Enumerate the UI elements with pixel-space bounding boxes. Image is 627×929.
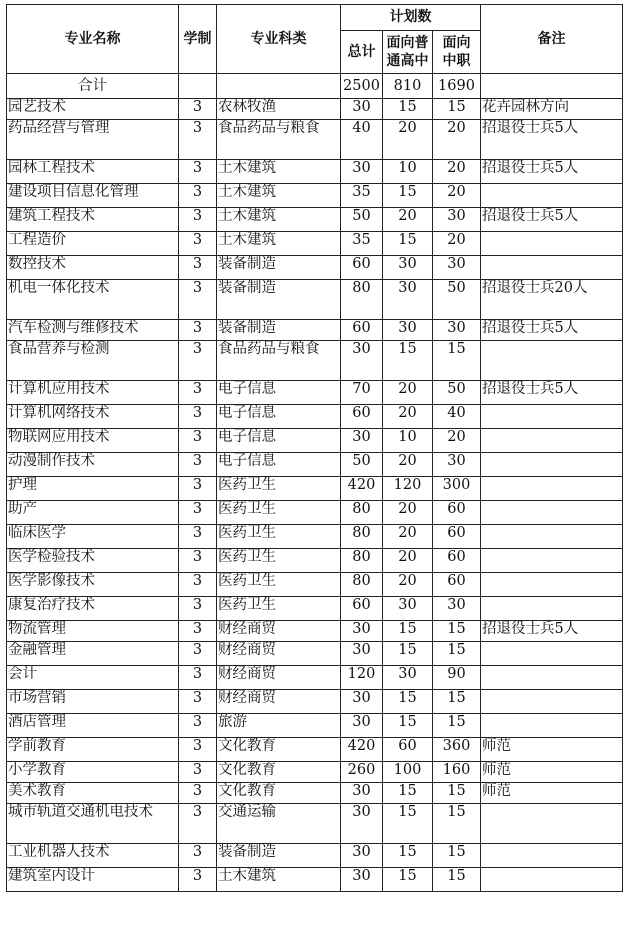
vocational-cell: 15: [433, 99, 481, 120]
enrollment-plan-table: [6, 4, 623, 892]
major-cell: 医学检验技术: [7, 549, 179, 573]
total-cell: 80: [341, 549, 383, 573]
total-cell: 50: [341, 453, 383, 477]
total-cell: 80: [341, 525, 383, 549]
remark-cell: [481, 804, 623, 844]
vocational-cell: 60: [433, 573, 481, 597]
general-cell: 100: [383, 762, 433, 783]
remark-cell: 招退役士兵5人: [481, 160, 623, 184]
table-row: [7, 453, 623, 477]
years-cell: 3: [179, 280, 217, 320]
table-row: [7, 208, 623, 232]
table-row: [7, 621, 623, 642]
total-cell: 35: [341, 184, 383, 208]
vocational-cell: 20: [433, 160, 481, 184]
major-cell: 美术教育: [7, 783, 179, 804]
remark-cell: [481, 844, 623, 868]
general-cell: 15: [383, 868, 433, 892]
table-row: [7, 429, 623, 453]
vocational-cell: 15: [433, 783, 481, 804]
years-cell: 3: [179, 549, 217, 573]
vocational-cell: 15: [433, 621, 481, 642]
major-cell: 动漫制作技术: [7, 453, 179, 477]
table-row: [7, 714, 623, 738]
years-cell: 3: [179, 256, 217, 280]
remark-cell: [481, 477, 623, 501]
vocational-cell: 360: [433, 738, 481, 762]
general-cell: 60: [383, 738, 433, 762]
table-row: [7, 690, 623, 714]
major-cell: 工业机器人技术: [7, 844, 179, 868]
general-cell: 10: [383, 429, 433, 453]
major-cell: 药品经营与管理: [7, 120, 179, 160]
years-cell: 3: [179, 381, 217, 405]
total-cell: 420: [341, 477, 383, 501]
remark-cell: [481, 868, 623, 892]
vocational-cell: 300: [433, 477, 481, 501]
total-cell: 30: [341, 160, 383, 184]
years-cell: 3: [179, 232, 217, 256]
vocational-cell: 15: [433, 714, 481, 738]
years-cell: 3: [179, 160, 217, 184]
major-cell: 物联网应用技术: [7, 429, 179, 453]
table-row: [7, 762, 623, 783]
total-cell: 60: [341, 256, 383, 280]
remark-cell: [481, 714, 623, 738]
category-cell: 医药卫生: [217, 501, 341, 525]
vocational-cell: 15: [433, 642, 481, 666]
general-cell: 15: [383, 232, 433, 256]
vocational-cell: 50: [433, 280, 481, 320]
category-cell: 电子信息: [217, 453, 341, 477]
general-cell: 30: [383, 256, 433, 280]
table-row: [7, 184, 623, 208]
years-cell: 3: [179, 99, 217, 120]
total-cell: 30: [341, 642, 383, 666]
major-cell: 计算机应用技术: [7, 381, 179, 405]
major-cell: 建筑室内设计: [7, 868, 179, 892]
vocational-cell: 60: [433, 525, 481, 549]
header-remarks: 备注: [481, 5, 623, 74]
major-cell: 机电一体化技术: [7, 280, 179, 320]
general-cell: 30: [383, 666, 433, 690]
category-cell: 土木建筑: [217, 868, 341, 892]
years-cell: 3: [179, 120, 217, 160]
category-cell: 装备制造: [217, 320, 341, 341]
summary-general: 810: [383, 74, 433, 99]
general-cell: 15: [383, 783, 433, 804]
vocational-cell: 50: [433, 381, 481, 405]
header-major: 专业名称: [7, 5, 179, 74]
years-cell: 3: [179, 597, 217, 621]
header-vocational-line2: 中职: [442, 53, 471, 69]
remark-cell: [481, 549, 623, 573]
general-cell: 15: [383, 642, 433, 666]
general-cell: 20: [383, 453, 433, 477]
major-cell: 会计: [7, 666, 179, 690]
vocational-cell: 15: [433, 690, 481, 714]
years-cell: 3: [179, 714, 217, 738]
category-cell: 旅游: [217, 714, 341, 738]
total-cell: 30: [341, 621, 383, 642]
table-row: [7, 405, 623, 429]
general-cell: 20: [383, 120, 433, 160]
total-cell: 420: [341, 738, 383, 762]
header-total: 总计: [341, 31, 383, 74]
major-cell: 医学影像技术: [7, 573, 179, 597]
vocational-cell: 30: [433, 320, 481, 341]
major-cell: 小学教育: [7, 762, 179, 783]
category-cell: 土木建筑: [217, 208, 341, 232]
category-cell: 财经商贸: [217, 666, 341, 690]
general-cell: 30: [383, 320, 433, 341]
general-cell: 15: [383, 341, 433, 381]
vocational-cell: 20: [433, 232, 481, 256]
years-cell: 3: [179, 621, 217, 642]
general-cell: 20: [383, 208, 433, 232]
vocational-cell: 60: [433, 549, 481, 573]
years-cell: 3: [179, 690, 217, 714]
vocational-cell: 30: [433, 597, 481, 621]
remark-cell: 招退役士兵5人: [481, 120, 623, 160]
major-cell: 金融管理: [7, 642, 179, 666]
total-cell: 60: [341, 405, 383, 429]
general-cell: 15: [383, 714, 433, 738]
table-row: [7, 501, 623, 525]
total-cell: 40: [341, 120, 383, 160]
years-cell: 3: [179, 184, 217, 208]
major-cell: 市场营销: [7, 690, 179, 714]
table-row: [7, 320, 623, 341]
years-cell: 3: [179, 844, 217, 868]
years-cell: 3: [179, 405, 217, 429]
category-cell: 食品药品与粮食: [217, 120, 341, 160]
major-cell: 工程造价: [7, 232, 179, 256]
general-cell: 15: [383, 621, 433, 642]
general-cell: 15: [383, 184, 433, 208]
remark-cell: [481, 597, 623, 621]
years-cell: 3: [179, 341, 217, 381]
years-cell: 3: [179, 453, 217, 477]
years-cell: 3: [179, 762, 217, 783]
vocational-cell: 40: [433, 405, 481, 429]
general-cell: 30: [383, 280, 433, 320]
total-cell: 80: [341, 573, 383, 597]
major-cell: 城市轨道交通机电技术: [7, 804, 179, 844]
category-cell: 电子信息: [217, 381, 341, 405]
category-cell: 医药卫生: [217, 525, 341, 549]
major-cell: 护理: [7, 477, 179, 501]
total-cell: 50: [341, 208, 383, 232]
total-cell: 70: [341, 381, 383, 405]
vocational-cell: 160: [433, 762, 481, 783]
major-cell: 数控技术: [7, 256, 179, 280]
remark-cell: [481, 501, 623, 525]
vocational-cell: 15: [433, 868, 481, 892]
category-cell: 财经商贸: [217, 642, 341, 666]
general-cell: 20: [383, 573, 433, 597]
table-row: [7, 232, 623, 256]
category-cell: 土木建筑: [217, 232, 341, 256]
table-row: [7, 738, 623, 762]
table-row: [7, 280, 623, 320]
general-cell: 120: [383, 477, 433, 501]
total-cell: 80: [341, 280, 383, 320]
major-cell: 康复治疗技术: [7, 597, 179, 621]
header-general: [383, 31, 433, 74]
years-cell: 3: [179, 642, 217, 666]
table-row: [7, 783, 623, 804]
remark-cell: [481, 666, 623, 690]
total-cell: 30: [341, 783, 383, 804]
major-cell: 酒店管理: [7, 714, 179, 738]
vocational-cell: 20: [433, 429, 481, 453]
remark-cell: 招退役士兵5人: [481, 381, 623, 405]
total-cell: 80: [341, 501, 383, 525]
category-cell: 文化教育: [217, 783, 341, 804]
table-row: [7, 120, 623, 160]
remark-cell: 招退役士兵5人: [481, 320, 623, 341]
table-row: [7, 868, 623, 892]
total-cell: 35: [341, 232, 383, 256]
vocational-cell: 20: [433, 184, 481, 208]
general-cell: 15: [383, 804, 433, 844]
total-cell: 30: [341, 804, 383, 844]
total-cell: 60: [341, 320, 383, 341]
general-cell: 20: [383, 525, 433, 549]
total-cell: 30: [341, 99, 383, 120]
total-cell: 260: [341, 762, 383, 783]
vocational-cell: 90: [433, 666, 481, 690]
category-cell: 医药卫生: [217, 549, 341, 573]
table-row: [7, 341, 623, 381]
remark-cell: 花卉园林方向: [481, 99, 623, 120]
header-general-line2: 通高中: [386, 53, 429, 69]
table-row: [7, 804, 623, 844]
header-general-line1: 面向普: [386, 35, 429, 51]
header-plan: 计划数: [341, 5, 481, 31]
major-cell: 临床医学: [7, 525, 179, 549]
remark-cell: 招退役士兵5人: [481, 621, 623, 642]
remark-cell: 招退役士兵20人: [481, 280, 623, 320]
major-cell: 建筑工程技术: [7, 208, 179, 232]
table-row: [7, 573, 623, 597]
remark-cell: [481, 429, 623, 453]
remark-cell: [481, 184, 623, 208]
major-cell: 园艺技术: [7, 99, 179, 120]
general-cell: 15: [383, 844, 433, 868]
years-cell: 3: [179, 804, 217, 844]
table-row: [7, 597, 623, 621]
remark-cell: [481, 232, 623, 256]
total-cell: 30: [341, 868, 383, 892]
summary-label: 合计: [7, 74, 179, 99]
major-cell: 建设项目信息化管理: [7, 184, 179, 208]
vocational-cell: 15: [433, 804, 481, 844]
category-cell: 装备制造: [217, 256, 341, 280]
total-cell: 30: [341, 690, 383, 714]
table-row: [7, 256, 623, 280]
vocational-cell: 15: [433, 844, 481, 868]
table-row: [7, 381, 623, 405]
remark-cell: [481, 690, 623, 714]
years-cell: 3: [179, 783, 217, 804]
table-row: [7, 666, 623, 690]
years-cell: 3: [179, 868, 217, 892]
years-cell: 3: [179, 573, 217, 597]
total-cell: 30: [341, 429, 383, 453]
vocational-cell: 30: [433, 256, 481, 280]
table-row: [7, 844, 623, 868]
category-cell: 装备制造: [217, 280, 341, 320]
years-cell: 3: [179, 501, 217, 525]
general-cell: 20: [383, 501, 433, 525]
table-row: [7, 642, 623, 666]
summary-remark: [481, 74, 623, 99]
category-cell: 土木建筑: [217, 160, 341, 184]
category-cell: 食品药品与粮食: [217, 341, 341, 381]
summary-years: [179, 74, 217, 99]
summary-category: [217, 74, 341, 99]
major-cell: 汽车检测与维修技术: [7, 320, 179, 341]
general-cell: 30: [383, 597, 433, 621]
major-cell: 学前教育: [7, 738, 179, 762]
remark-cell: 师范: [481, 738, 623, 762]
years-cell: 3: [179, 666, 217, 690]
general-cell: 15: [383, 99, 433, 120]
category-cell: 医药卫生: [217, 573, 341, 597]
major-cell: 计算机网络技术: [7, 405, 179, 429]
total-cell: 30: [341, 844, 383, 868]
table-row: [7, 525, 623, 549]
remark-cell: [481, 642, 623, 666]
table-row: [7, 160, 623, 184]
category-cell: 装备制造: [217, 844, 341, 868]
remark-cell: 师范: [481, 783, 623, 804]
major-cell: 助产: [7, 501, 179, 525]
category-cell: 医药卫生: [217, 477, 341, 501]
header-vocational-line1: 面向: [442, 35, 471, 51]
category-cell: 财经商贸: [217, 690, 341, 714]
vocational-cell: 30: [433, 453, 481, 477]
summary-row: [7, 74, 623, 99]
general-cell: 15: [383, 690, 433, 714]
category-cell: 财经商贸: [217, 621, 341, 642]
category-cell: 土木建筑: [217, 184, 341, 208]
total-cell: 30: [341, 341, 383, 381]
years-cell: 3: [179, 525, 217, 549]
remark-cell: [481, 525, 623, 549]
header-vocational: [433, 31, 481, 74]
category-cell: 农林牧渔: [217, 99, 341, 120]
general-cell: 10: [383, 160, 433, 184]
vocational-cell: 60: [433, 501, 481, 525]
total-cell: 30: [341, 714, 383, 738]
total-cell: 120: [341, 666, 383, 690]
years-cell: 3: [179, 429, 217, 453]
summary-total: 2500: [341, 74, 383, 99]
years-cell: 3: [179, 208, 217, 232]
remark-cell: [481, 341, 623, 381]
category-cell: 文化教育: [217, 762, 341, 783]
remark-cell: [481, 256, 623, 280]
category-cell: 电子信息: [217, 405, 341, 429]
general-cell: 20: [383, 381, 433, 405]
table-row: [7, 477, 623, 501]
vocational-cell: 15: [433, 341, 481, 381]
category-cell: 医药卫生: [217, 597, 341, 621]
vocational-cell: 30: [433, 208, 481, 232]
general-cell: 20: [383, 405, 433, 429]
vocational-cell: 20: [433, 120, 481, 160]
remark-cell: 招退役士兵5人: [481, 208, 623, 232]
header-category: 专业科类: [217, 5, 341, 74]
years-cell: 3: [179, 320, 217, 341]
category-cell: 电子信息: [217, 429, 341, 453]
major-cell: 物流管理: [7, 621, 179, 642]
table-row: [7, 549, 623, 573]
total-cell: 60: [341, 597, 383, 621]
major-cell: 园林工程技术: [7, 160, 179, 184]
remark-cell: [481, 573, 623, 597]
remark-cell: [481, 453, 623, 477]
header-years: 学制: [179, 5, 217, 74]
years-cell: 3: [179, 738, 217, 762]
general-cell: 20: [383, 549, 433, 573]
category-cell: 文化教育: [217, 738, 341, 762]
remark-cell: 师范: [481, 762, 623, 783]
years-cell: 3: [179, 477, 217, 501]
category-cell: 交通运输: [217, 804, 341, 844]
summary-vocational: 1690: [433, 74, 481, 99]
table-row: [7, 99, 623, 120]
remark-cell: [481, 405, 623, 429]
major-cell: 食品营养与检测: [7, 341, 179, 381]
